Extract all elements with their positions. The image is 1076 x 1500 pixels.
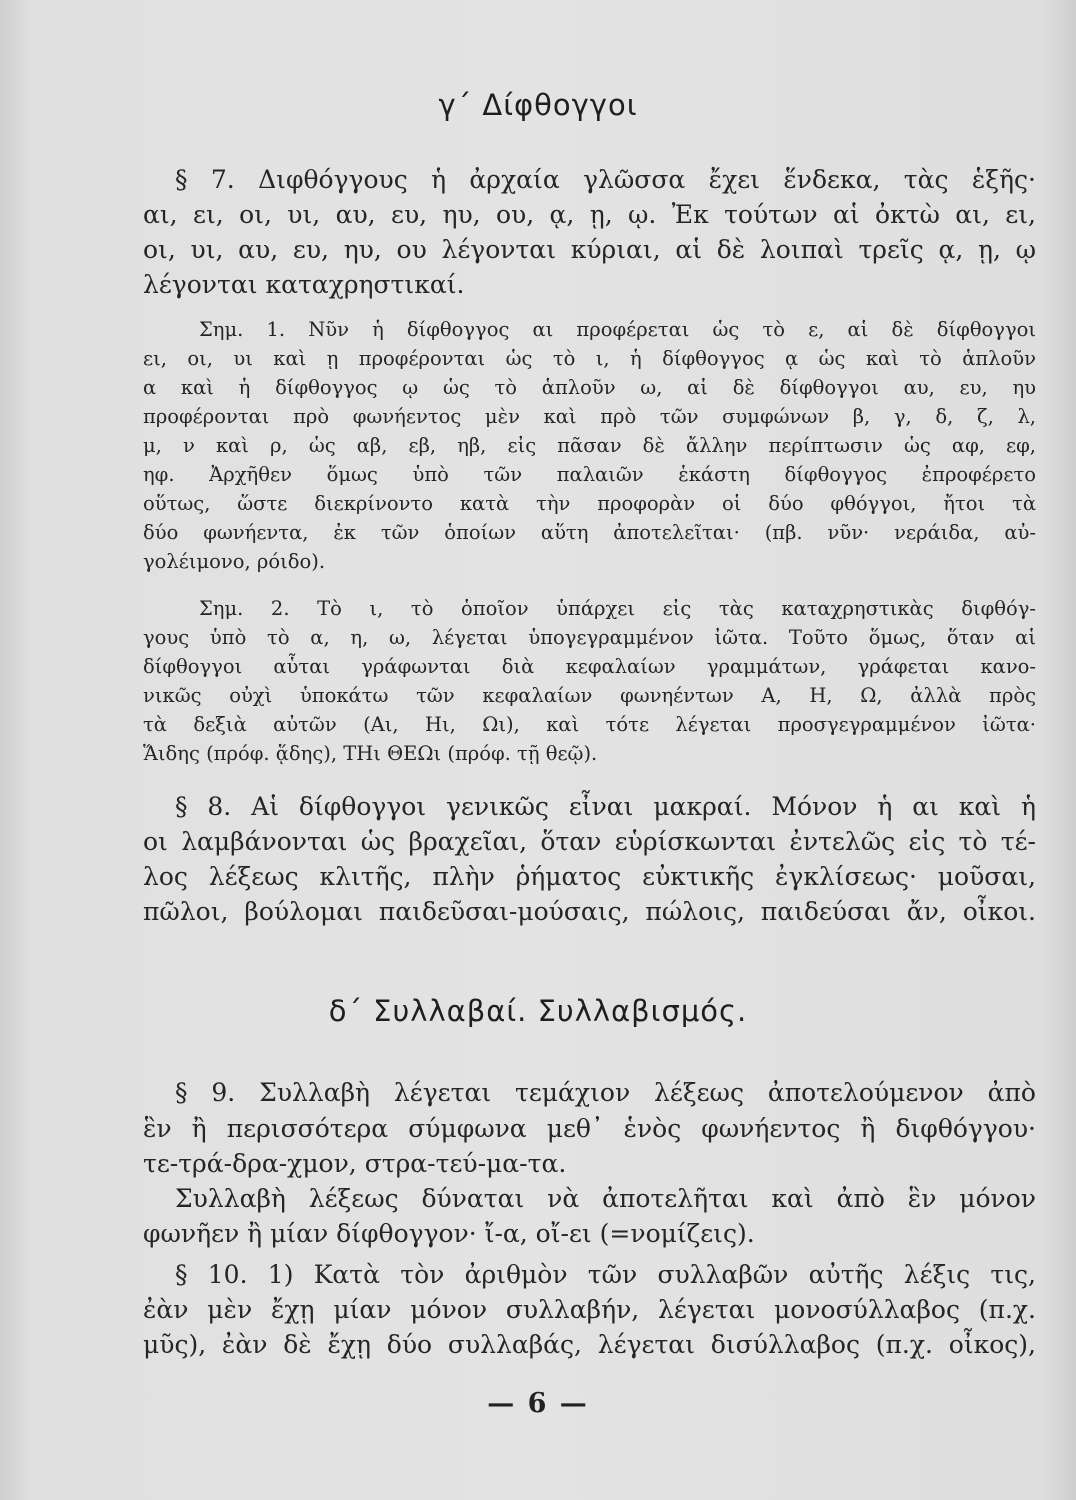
text-line: § 9. Συλλαβὴ λέγεται τεμάχιον λέξεως ἀποτελούμενον ἀπὸ bbox=[175, 1078, 1036, 1107]
text-line: οι λαμβάνονται ὡς βραχεῖαι, ὅταν εὑρίσκωνται ἐντελῶς εἰς τὸ τέ- bbox=[143, 827, 1036, 856]
note-line: Σημ. 2. Τὸ ι, τὸ ὁποῖον ὑπάρχει εἰς τὰς καταχρηστικὰς διφθόγ- bbox=[199, 597, 1036, 620]
text-line: τε-τρά-δρα-χμον, στρα-τεύ-μα-τα. bbox=[143, 1149, 567, 1178]
page-number: — 6 — bbox=[487, 1388, 589, 1419]
text-line: Συλλαβὴ λέξεως δύναται νὰ ἀποτελῆται καὶ ἀπὸ ἓν μόνον bbox=[175, 1184, 1036, 1213]
note-line: δίφθογγοι αὗται γράφωνται διὰ κεφαλαίων γραμμάτων, γράφεται κανο- bbox=[143, 655, 1036, 678]
note-line: ηφ. Ἀρχῆθεν ὅμως ὑπὸ τῶν παλαιῶν ἑκάστη δίφθογγος ἐπροφέρετο bbox=[143, 463, 1036, 486]
section-heading-syllables: δ΄ Συλλαβαί. Συλλαβισμός. bbox=[328, 994, 748, 1028]
note-line: Ἅιδης (πρόφ. ᾅδης), ΤΗι ΘΕΩι (πρόφ. τῇ θεῷ). bbox=[143, 742, 598, 765]
note-line: τὰ δεξιὰ αὐτῶν (Αι, Ηι, Ωι), καὶ τότε λέγεται προσγεγραμμένον ἰῶτα· bbox=[143, 713, 1036, 736]
text-line: φωνῆεν ἢ μίαν δίφθογγον· ἴ-α, οἴ-ει (=νομίζεις). bbox=[143, 1219, 755, 1248]
text-line: λος λέξεως κλιτῆς, πλὴν ῥήματος εὐκτικῆς ἐγκλίσεως· μοῦσαι, bbox=[143, 862, 1036, 891]
text-line: ἐὰν μὲν ἔχῃ μίαν μόνον συλλαβήν, λέγεται μονοσύλλαβος (π.χ. bbox=[143, 1295, 1036, 1324]
text-line: αι, ει, οι, υι, αυ, ευ, ηυ, ου, ᾳ, ῃ, ῳ. Ἐκ τούτων αἱ ὀκτὼ αι, ει, bbox=[143, 200, 1036, 229]
note-line: οὕτως, ὥστε διεκρίνοντο κατὰ τὴν προφορὰν οἱ δύο φθόγγοι, ἤτοι τὰ bbox=[143, 492, 1036, 515]
note-line: γους ὑπὸ τὸ α, η, ω, λέγεται ὑπογεγραμμένον ἰῶτα. Τοῦτο ὅμως, ὅταν αἱ bbox=[143, 626, 1036, 649]
text-line: § 7. Διφθόγγους ἡ ἀρχαία γλῶσσα ἔχει ἕνδεκα, τὰς ἑξῆς· bbox=[175, 165, 1036, 194]
text-line: οι, υι, αυ, ευ, ηυ, ου λέγονται κύριαι, αἱ δὲ λοιπαὶ τρεῖς ᾳ, ῃ, ῳ bbox=[143, 235, 1036, 264]
text-line: ἓν ἢ περισσότερα σύμφωνα μεθ᾽ ἑνὸς φωνήεντος ἢ διφθόγγου· bbox=[143, 1114, 1036, 1143]
note-line: ει, οι, υι καὶ ῃ προφέρονται ὡς τὸ ι, ἡ δίφθογγος ᾳ ὡς καὶ τὸ ἁπλοῦν bbox=[143, 347, 1036, 370]
section-heading-diphthongs: γ΄ Δίφθογγοι bbox=[438, 88, 638, 122]
note-line: δύο φωνήεντα, ἐκ τῶν ὁποίων αὕτη ἀποτελεῖται· (πβ. νῦν· νεράιδα, αὐ- bbox=[143, 521, 1036, 544]
text-line: μῦς), ἐὰν δὲ ἔχῃ δύο συλλαβάς, λέγεται δισύλλαβος (π.χ. οἶκος), bbox=[143, 1330, 1036, 1359]
note-line: Σημ. 1. Νῦν ἡ δίφθογγος αι προφέρεται ὡς τὸ ε, αἱ δὲ δίφθογγοι bbox=[199, 318, 1036, 341]
text-line: πῶλοι, βούλομαι παιδεῦσαι-μούσαις, πώλοις, παιδεύσαι ἄν, οἶκοι. bbox=[143, 897, 1036, 926]
note-line: α καὶ ἡ δίφθογγος ῳ ὡς τὸ ἁπλοῦν ω, αἱ δὲ δίφθογγοι αυ, ευ, ηυ bbox=[143, 376, 1036, 399]
note-line: νικῶς οὐχὶ ὑποκάτω τῶν κεφαλαίων φωνηέντων Α, Η, Ω, ἀλλὰ πρὸς bbox=[143, 684, 1036, 707]
text-line: § 10. 1) Κατὰ τὸν ἀριθμὸν τῶν συλλαβῶν αὐτῆς λέξις τις, bbox=[175, 1260, 1036, 1289]
note-line: γολέιμονο, ρόιδο). bbox=[143, 550, 326, 573]
text-line: § 8. Αἱ δίφθογγοι γενικῶς εἶναι μακραί. Μόνον ἡ αι καὶ ἡ bbox=[175, 792, 1036, 821]
note-line: μ, ν καὶ ρ, ὡς αβ, εβ, ηβ, εἰς πᾶσαν δὲ ἄλλην περίπτωσιν ὡς αφ, εφ, bbox=[143, 434, 1036, 457]
text-line: λέγονται καταχρηστικαί. bbox=[143, 270, 465, 299]
note-line: προφέρονται πρὸ φωνήεντος μὲν καὶ πρὸ τῶν συμφώνων β, γ, δ, ζ, λ, bbox=[143, 405, 1036, 428]
